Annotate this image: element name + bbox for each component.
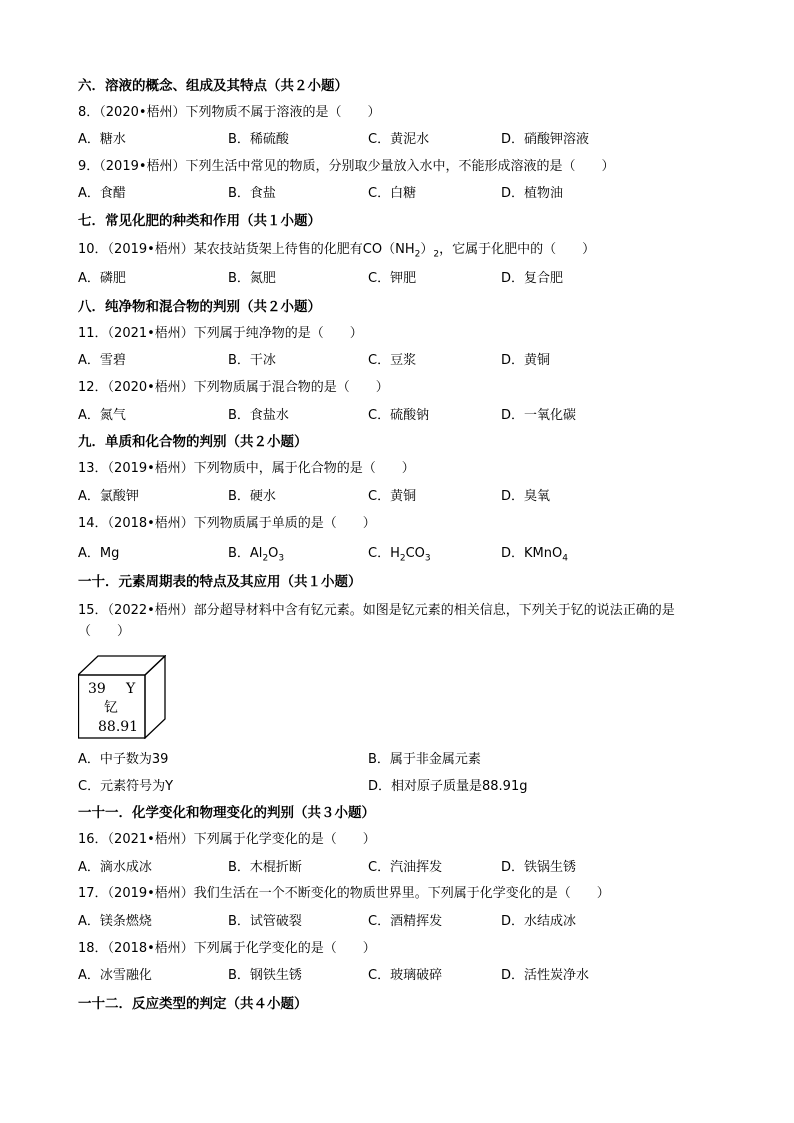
question-15-options-row2 — [78, 777, 758, 797]
option-d: D．铁锅生锈 — [501, 860, 577, 875]
question-9-options — [78, 184, 758, 204]
question-14-stem: 14．（2018•梧州）下列物质属于单质的是（ ） — [78, 516, 376, 531]
question-8-options — [78, 130, 758, 150]
option-a: A．Mg — [78, 546, 120, 561]
option-a: A．磷肥 — [78, 271, 126, 286]
option-b: B．$Al_2O_3$ — [228, 546, 285, 564]
option-c: C．元素符号为Y — [78, 779, 174, 794]
option-a: A．滴水成冰 — [78, 860, 152, 875]
atomic-number: 39 — [88, 681, 106, 697]
option-c: C．硫酸钠 — [368, 408, 430, 423]
question-17-options — [78, 912, 758, 932]
option-a: A．氮气 — [78, 408, 126, 423]
section-heading-12: 一十二．反应类型的判定（共４小题） — [78, 996, 308, 1012]
question-12-stem: 12．（2020•梧州）下列物质属于混合物的是（ ） — [78, 380, 389, 395]
question-17-stem: 17．（2019•梧州）我们生活在一个不断变化的物质世界里。下列属于化学变化的是（ ） — [78, 886, 610, 901]
question-10-stem: 10．（2019•梧州）某农技站货架上待售的化肥有$CO(NH_2)_2$，它属于化肥中的（ ） — [78, 242, 596, 260]
option-c: C．汽油挥发 — [368, 860, 443, 875]
option-c: C．酒精挥发 — [368, 914, 443, 929]
section-heading-6: 六．溶液的概念、组成及其特点（共２小题） — [78, 78, 348, 94]
option-d: D．黄铜 — [501, 353, 551, 368]
section-heading-7: 七．常见化肥的种类和作用（共１小题） — [78, 213, 321, 229]
option-c: C．玻璃破碎 — [368, 968, 443, 983]
option-a: A．雪碧 — [78, 353, 126, 368]
question-18-options — [78, 966, 758, 986]
option-a: A．糖水 — [78, 132, 126, 147]
section-heading-8: 八．纯净物和混合物的判别（共２小题） — [78, 299, 321, 315]
option-b: B．氮肥 — [228, 271, 276, 286]
question-10-options — [78, 269, 758, 289]
section-heading-10: 一十．元素周期表的特点及其应用（共１小题） — [78, 574, 362, 590]
question-9-stem: 9．（2019•梧州）下列生活中常见的物质，分别取少量放入水中，不能形成溶液的是（ ） — [78, 159, 615, 174]
option-d: D．相对原子质量是88.91g — [368, 779, 528, 794]
option-c: C．钾肥 — [368, 271, 417, 286]
option-d: D．臭氧 — [501, 489, 551, 504]
option-d: D．硝酸钾溶液 — [501, 132, 590, 147]
element-symbol: Y — [126, 681, 136, 697]
question-16-options — [78, 858, 758, 878]
option-b: B．食盐 — [228, 186, 276, 201]
question-15-options-row1 — [78, 750, 758, 770]
option-a: A．中子数为39 — [78, 752, 169, 767]
option-d: D．KMnO$_4$ — [501, 546, 568, 564]
question-16-stem: 16．（2021•梧州）下列属于化学变化的是（ ） — [78, 832, 376, 847]
question-18-stem: 18．（2018•梧州）下列属于化学变化的是（ ） — [78, 941, 376, 956]
option-a: A．冰雪融化 — [78, 968, 152, 983]
question-11-options — [78, 351, 758, 371]
option-b: B．钢铁生锈 — [228, 968, 302, 983]
section-heading-11: 一十一．化学变化和物理变化的判别（共３小题） — [78, 805, 375, 821]
option-c: C．黄铜 — [368, 489, 417, 504]
option-c: C．白糖 — [368, 186, 417, 201]
option-d: D．水结成冰 — [501, 914, 577, 929]
option-a: A．氯酸钾 — [78, 489, 139, 504]
option-d: D．复合肥 — [501, 271, 564, 286]
option-c: C．黄泥水 — [368, 132, 430, 147]
question-13-options — [78, 487, 758, 507]
option-c: C．豆浆 — [368, 353, 417, 368]
question-8-stem: 8．（2020•梧州）下列物质不属于溶液的是（ ） — [78, 105, 381, 120]
question-14-options — [78, 544, 758, 564]
option-a: A．镁条燃烧 — [78, 914, 152, 929]
question-11-stem: 11．（2021•梧州）下列属于纯净物的是（ ） — [78, 326, 363, 341]
option-d: D．植物油 — [501, 186, 564, 201]
element-cell-figure — [78, 655, 166, 739]
option-a: A．食醋 — [78, 186, 126, 201]
atomic-mass: 88.91 — [98, 719, 139, 735]
option-c: C．$H_2CO_3$ — [368, 546, 431, 564]
question-15-stem: 15．（2022•梧州）部分超导材料中含有钇元素。如图是钇元素的相关信息，下列关于钇的说法正确的是（ ） — [78, 603, 675, 639]
option-b: B．干冰 — [228, 353, 276, 368]
option-b: B．试管破裂 — [228, 914, 302, 929]
question-13-stem: 13．（2019•梧州）下列物质中，属于化合物的是（ ） — [78, 461, 415, 476]
option-b: B．木棍折断 — [228, 860, 302, 875]
question-12-options — [78, 406, 758, 426]
option-b: B．稀硫酸 — [228, 132, 289, 147]
option-b: B．硬水 — [228, 489, 276, 504]
option-d: D．活性炭净水 — [501, 968, 590, 983]
section-heading-9: 九．单质和化合物的判别（共２小题） — [78, 434, 308, 450]
option-b: B．属于非金属元素 — [368, 752, 481, 767]
element-name: 钇 — [104, 700, 118, 716]
option-d: D．一氧化碳 — [501, 408, 577, 423]
option-b: B．食盐水 — [228, 408, 289, 423]
